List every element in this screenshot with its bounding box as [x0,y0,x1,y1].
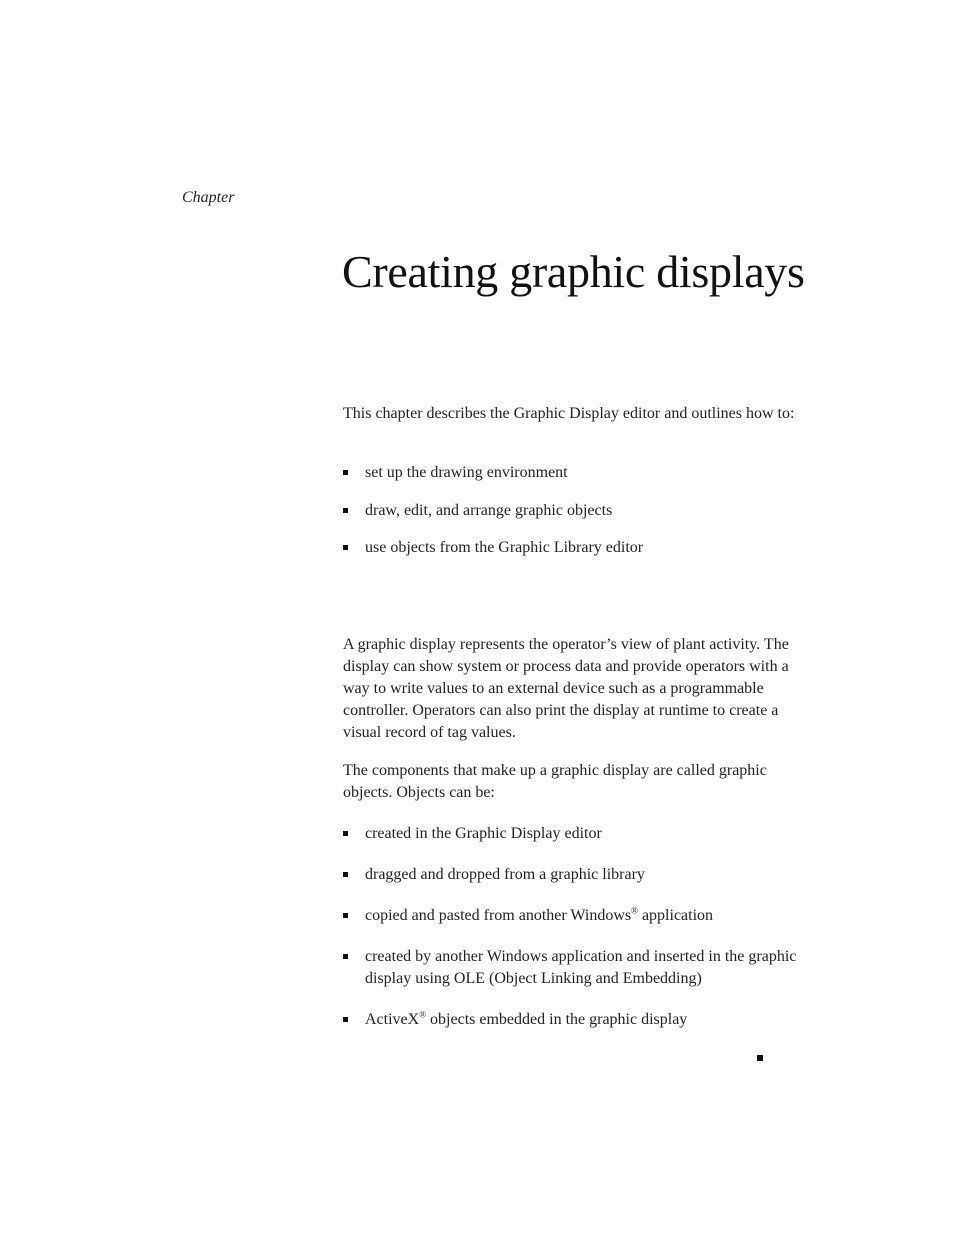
chapter-label: Chapter [182,189,235,206]
list-item-text-part: ActiveX [365,1011,420,1028]
bullet-marker [343,954,348,959]
registered-mark: ® [631,905,638,916]
list-item [343,500,805,522]
list-item-text: set up the drawing environment [365,464,568,481]
bullet-marker [343,1017,348,1022]
list-item [343,823,805,845]
bullet-marker [343,470,348,475]
intro-bullet-list [343,462,805,575]
list-item [343,946,805,990]
list-item-text-part: objects embedded in the graphic display [426,1011,688,1028]
list-item [343,537,805,559]
list-item-text [365,1011,687,1028]
bullet-marker [343,872,348,877]
bullet-marker [343,508,348,513]
components-paragraph: The components that make up a graphic display are called graphic objects. Objects can be: [343,762,767,801]
bullet-marker [343,831,348,836]
list-item [343,905,805,927]
list-item [343,1009,805,1031]
list-item-text: draw, edit, and arrange graphic objects [365,501,613,519]
overview-paragraph: A graphic display represents the operator’s view of plant activity. The display can show system or process data and provide operators with a way to write values to an external device such as a programmable controller. Operators can also print the display at runtime to create a visual record of tag values. [343,636,789,741]
list-item-text-part: application [637,907,714,924]
registered-mark: ® [419,1009,427,1020]
list-item-text: created in the Graphic Display editor [365,825,602,842]
list-item-text-part: copied and pasted from another Windows [365,907,632,924]
list-item-text [365,907,713,924]
bullet-marker [343,913,348,918]
section-end-marker [757,1055,763,1061]
list-item-text: created by another Windows application and inserted in the graphic display using OLE (Object Linking and Embedding) [365,948,797,987]
object-sources-list [343,823,805,1050]
list-item [343,864,805,886]
list-item [343,462,805,484]
intro-paragraph: This chapter describes the Graphic Display editor and outlines how to: [343,405,795,422]
list-item-text: use objects from the Graphic Library editor [365,539,644,556]
list-item-text: dragged and dropped from a graphic library [365,866,645,883]
chapter-title: Creating graphic displays [342,246,805,297]
bullet-marker [343,545,348,550]
